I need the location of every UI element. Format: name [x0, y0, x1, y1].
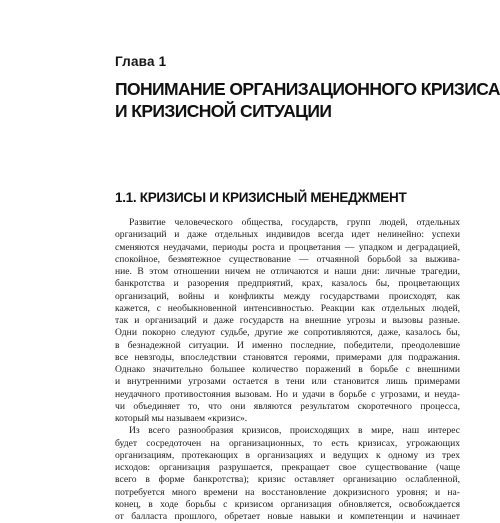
text-line: спокойное, безмятежное существование — отчаянной борьбой за выжива- — [115, 253, 460, 265]
chapter-label: Глава 1 — [115, 54, 167, 69]
chapter-title-line: И КРИЗИСНОЙ СИТУАЦИИ — [115, 101, 332, 121]
text-line: банкротства и разорения предприятий, крах, казалось бы, процветающих — [115, 278, 460, 290]
paragraph — [115, 425, 460, 523]
text-line: который мы называем «кризис». — [115, 413, 248, 424]
text-line: Развитие человеческого общества, государств, групп людей, отдельных — [129, 217, 460, 228]
paragraph — [115, 217, 460, 425]
text-line: от балласта прошлого, обретает новые навыки и компетенции и начинает — [115, 511, 460, 522]
text-line: исходов: организация разрушается, прекращает свое существование (чаще — [115, 462, 460, 473]
text-line: потребуется много времени на восстановление докризисного уровня; и на- — [115, 486, 460, 498]
body-text — [115, 217, 460, 523]
text-line: так и организаций и даже государств на внешние угрозы и вызовы разные. — [115, 315, 460, 326]
text-line: ние. В этом отношении ничем не отличаются и наши дни: личные трагедии, — [115, 266, 460, 277]
text-line: кажется, с необыкновенной интенсивностью. Реакции как отдельных людей, — [115, 302, 460, 314]
text-line: Из всего разнообразия кризисов, происходящих в мире, наш интерес — [129, 425, 460, 437]
text-line: в безнадежной ситуации. И именно последние, победители, преодолевшие — [115, 339, 460, 351]
section-title: 1.1. КРИЗИСЫ И КРИЗИСНЫЙ МЕНЕДЖМЕНТ — [115, 190, 407, 205]
text-line: организаций и даже отдельных индивидов всегда идет нелинейно: успехи — [115, 229, 460, 241]
text-line: неудачного противостояния вызовам. Но и удачи в борьбе с угрозами, и неуда- — [115, 388, 460, 400]
text-line: будет сосредоточен на организационных, то есть кризисах, угрожающих — [115, 437, 460, 449]
text-line: сменяются неудачами, периоды роста и процветания — упадком и деградацией, — [115, 241, 460, 253]
text-line: всего в форме банкротства); кризис оставляет организацию ослабленной, — [115, 474, 460, 486]
text-line: Однако значительно большее количество поражений в борьбе с внешними — [115, 364, 460, 375]
text-line: и внутренними угрозами остается в тени или становится лишь примерами — [115, 376, 460, 388]
chapter-title-line: ПОНИМАНИЕ ОРГАНИЗАЦИОННОГО КРИЗИСА — [115, 79, 500, 99]
text-line: чи объединяет то, что они являются результатом скоротечного процесса, — [115, 400, 460, 412]
text-line: организаций, войны и конфликты между государствами происходят, как — [115, 290, 460, 302]
text-line: конец, в ходе борьбы с кризисом организация обновляется, освобождается — [115, 498, 460, 510]
text-line: все невзгоды, впоследствии становятся героями, примерами для подражания. — [115, 351, 460, 363]
text-line: Одни покорно следуют судьбе, другие же сопротивляются, даже, казалось бы, — [115, 327, 460, 339]
text-line: организациям, протекающих в организациях и ведущих к одному из трех — [115, 449, 460, 461]
chapter-title — [115, 78, 500, 122]
